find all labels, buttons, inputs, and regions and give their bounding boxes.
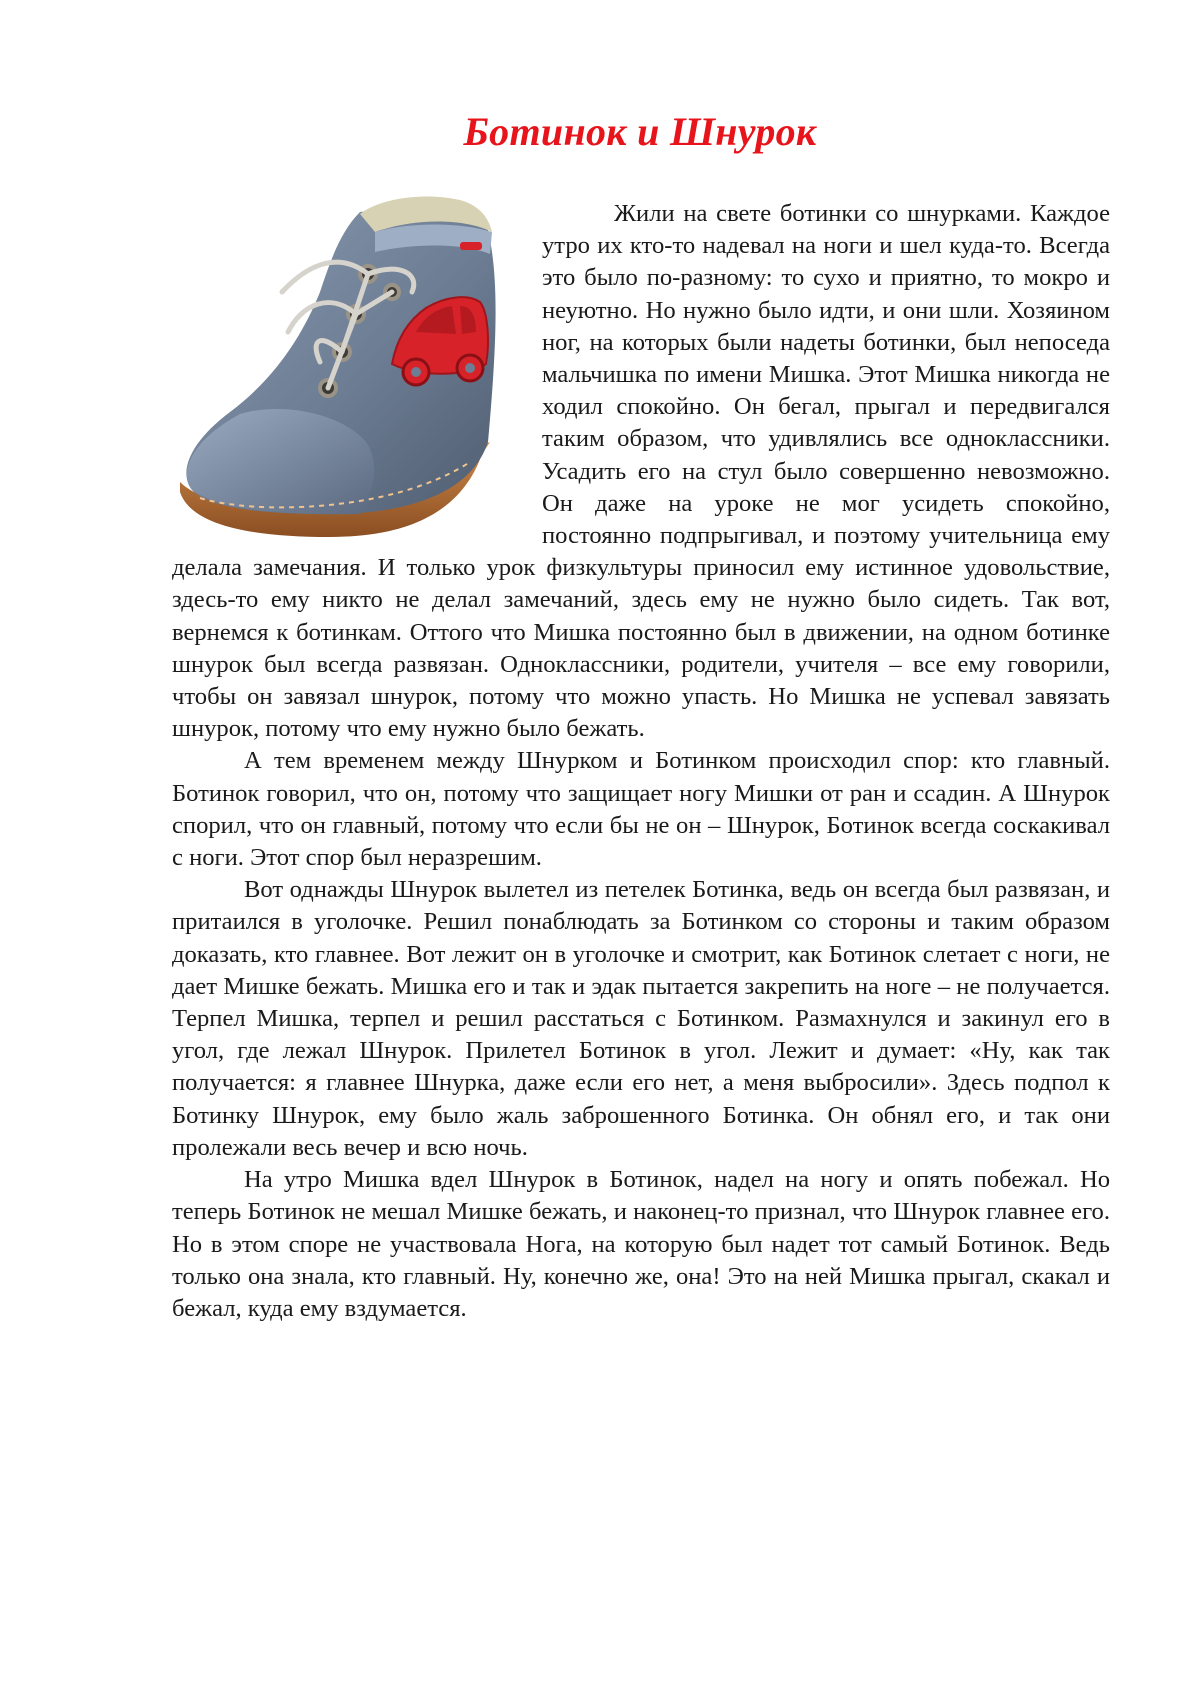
- illustration-spacer: [172, 198, 542, 550]
- paragraph-1: Жили на свете ботинки со шнурками. Каждое утро их кто-то надевал на ноги и шел куда-то. Всегда это было по-разному: то сухо и приятно, то мокро и неуютно. Но нужно было идти, и они шли. Хозяином ног, на которых были надеты ботинки, был непоседа мальчишка по имени Мишка. Этот Мишка никогда не ходил спокойно. Он бегал, прыгал и передвигался таким образом, что удивлялись все одноклассники. Усадить его на стул было совершенно невозможно. Он даже на уроке не мог усидеть спокойно, постоянно подпрыгивал, и поэтому учительница ему делала замечания. И только урок физкультуры приносил ему истинное удовольствие, здесь-то ему никто не делал замечаний, здесь ему не нужно было сидеть. Так вот, вернемся к ботинкам. Оттого что Мишка постоянно был в движении, на одном ботинке шнурок был всегда развязан. Одноклассники, родители, учителя – все ему говорили, чтобы он завязал шнурок, потому что можно упасть. Но Мишка не успевал завязать шнурок, потому что ему нужно было бежать.: [172, 200, 1110, 743]
- paragraph-2: А тем временем между Шнурком и Ботинком происходил спор: кто главный. Ботинок говорил, что он, потому что защищает ногу Мишки от ран и ссадин. А Шнурок спорил, что он главный, потому что если бы не он – Шнурок, Ботинок всегда соскакивал с ноги. Этот спор был неразрешим.: [172, 747, 1110, 872]
- story-text: [172, 198, 1110, 1325]
- document-title: Ботинок и Шнурок: [463, 109, 817, 154]
- paragraph-3: Вот однажды Шнурок вылетел из петелек Ботинка, ведь он всегда был развязан, и притаился в уголочке. Решил понаблюдать за Ботинком со стороны и таким образом доказать, кто главнее. Вот лежит он в уголочке и смотрит, как Ботинок слетает с ноги, не дает Мишке бежать. Мишка его и так и эдак пытается закрепить на ноге – не получается. Терпел Мишка, терпел и решил расстаться с Ботинком. Размахнулся и закинул его в угол, где лежал Шнурок. Прилетел Ботинок в угол. Лежит и думает: «Ну, как так получается: я главнее Шнурка, даже если его нет, а меня выбросили». Здесь подпол к Ботинку Шнурок, ему было жаль заброшенного Ботинка. Он обнял его, и так они пролежали весь вечер и всю ночь.: [172, 876, 1110, 1161]
- paragraph-4: На утро Мишка вдел Шнурок в Ботинок, надел на ногу и опять побежал. Но теперь Ботинок не мешал Мишке бежать, и наконец-то признал, что Шнурок главнее его. Но в этом споре не участвовала Нога, на которую был надет тот самый Ботинок. Ведь только она знала, кто главный. Ну, конечно же, она! Это на ней Мишка прыгал, скакал и бежал, куда ему вздумается.: [172, 1166, 1110, 1322]
